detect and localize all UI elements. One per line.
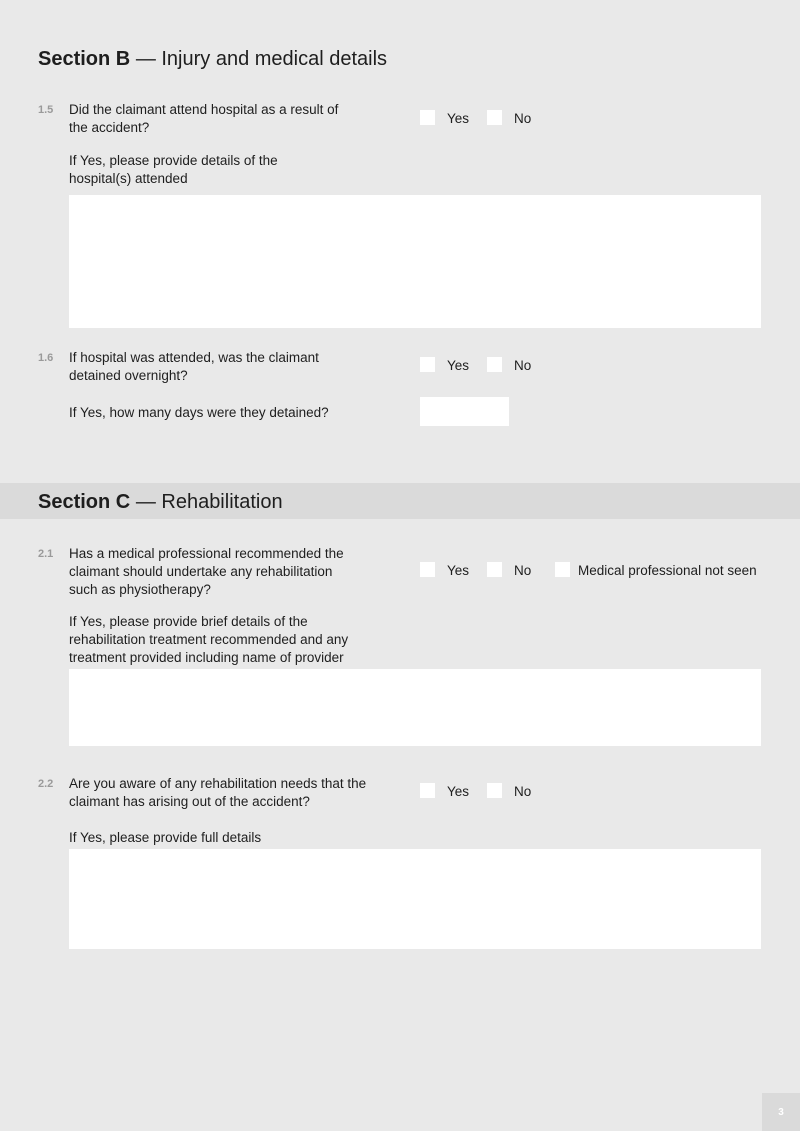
section-b-heading — [38, 48, 387, 71]
question-2-1-line-3: such as physiotherapy? — [69, 582, 211, 597]
section-c-title: Rehabilitation — [161, 491, 283, 513]
question-number-1-5: 1.5 — [38, 104, 54, 116]
question-1-5-line-2: the accident? — [69, 120, 150, 135]
question-text-2-1 — [69, 545, 399, 599]
q2-1-no-checkbox[interactable] — [487, 562, 502, 577]
question-2-1-followup — [69, 613, 399, 667]
q2-1-not-seen-checkbox[interactable] — [555, 562, 570, 577]
question-number-2-1: 2.1 — [38, 548, 54, 560]
q1-6-yes-label: Yes — [447, 358, 470, 373]
question-2-1-followup-line-3: treatment provided including name of provider — [69, 650, 344, 665]
question-number-1-6: 1.6 — [38, 352, 54, 364]
page-number: 3 — [762, 1093, 800, 1131]
question-2-1-followup-line-2: rehabilitation treatment recommended and any — [69, 632, 349, 647]
days-detained-field[interactable] — [420, 397, 509, 426]
q2-1-not-seen-label: Medical professional not seen — [578, 563, 757, 578]
question-2-2-line-1: Are you aware of any rehabilitation needs that the — [69, 776, 367, 791]
q1-5-no-checkbox[interactable] — [487, 110, 502, 125]
question-2-1-line-1: Has a medical professional recommended the — [69, 546, 344, 561]
rehabilitation-details-field[interactable] — [69, 669, 761, 746]
question-1-5-followup-line-1: If Yes, please provide details of the — [69, 153, 278, 168]
q1-5-yes-checkbox[interactable] — [420, 110, 435, 125]
q2-1-yes-label: Yes — [447, 563, 470, 578]
q1-5-yes-label: Yes — [447, 111, 470, 126]
section-c-letter: Section C — [38, 491, 131, 513]
question-1-6-line-2: detained overnight? — [69, 368, 188, 383]
q2-2-no-checkbox[interactable] — [487, 783, 502, 798]
section-b-dash: — — [135, 48, 156, 70]
question-1-6-followup: If Yes, how many days were they detained? — [69, 405, 329, 420]
q2-1-yes-checkbox[interactable] — [420, 562, 435, 577]
q2-2-yes-checkbox[interactable] — [420, 783, 435, 798]
section-b-letter: Section B — [38, 48, 131, 70]
question-2-2-line-2: claimant has arising out of the accident? — [69, 794, 310, 809]
question-text-1-6 — [69, 349, 399, 385]
hospital-details-field[interactable] — [69, 195, 761, 328]
question-1-5-followup-line-2: hospital(s) attended — [69, 171, 188, 186]
question-2-1-followup-line-1: If Yes, please provide brief details of the — [69, 614, 308, 629]
section-c-dash: — — [135, 491, 156, 513]
question-1-6-line-1: If hospital was attended, was the claimant — [69, 350, 319, 365]
question-2-1-line-2: claimant should undertake any rehabilitation — [69, 564, 333, 579]
question-1-5-followup — [69, 152, 399, 188]
question-2-2-followup: If Yes, please provide full details — [69, 830, 262, 845]
section-c-heading — [38, 491, 283, 514]
q1-5-no-label: No — [514, 111, 532, 126]
q1-6-yes-checkbox[interactable] — [420, 357, 435, 372]
question-number-2-2: 2.2 — [38, 778, 54, 790]
q1-6-no-checkbox[interactable] — [487, 357, 502, 372]
q2-2-no-label: No — [514, 784, 532, 799]
rehabilitation-needs-field[interactable] — [69, 849, 761, 949]
question-1-5-line-1: Did the claimant attend hospital as a result of — [69, 102, 339, 117]
q2-1-no-label: No — [514, 563, 532, 578]
question-text-1-5 — [69, 101, 399, 137]
q1-6-no-label: No — [514, 358, 532, 373]
question-text-2-2 — [69, 775, 409, 811]
section-b-title: Injury and medical details — [161, 48, 388, 70]
q2-2-yes-label: Yes — [447, 784, 470, 799]
